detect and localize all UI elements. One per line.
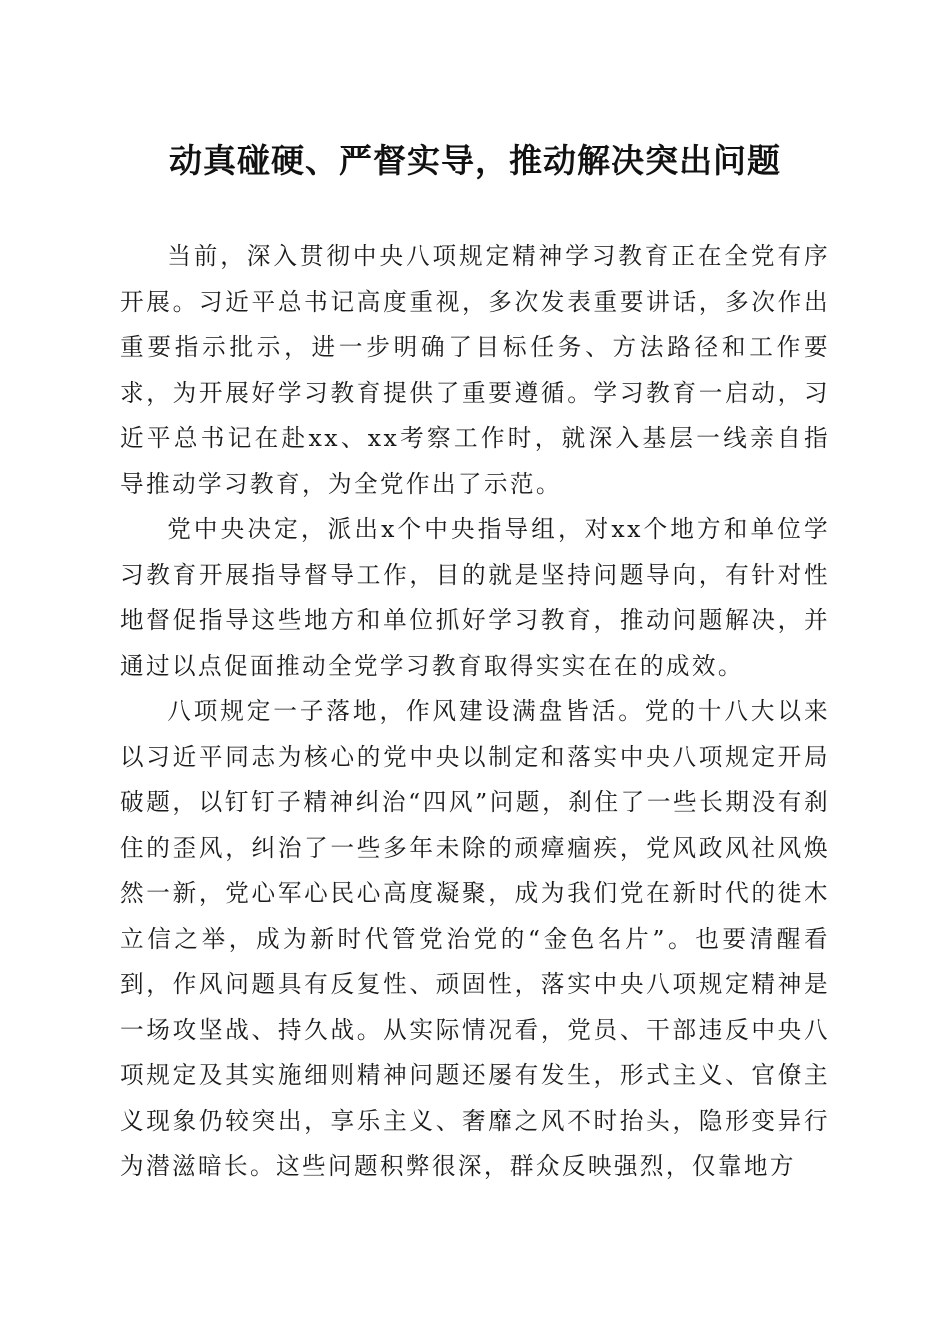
paragraph: 当前，深入贯彻中央八项规定精神学习教育正在全党有序开展。习近平总书记高度重视，多次发表重要讲话，多次作出重要指示批示，进一步明确了目标任务、方法路径和工作要求，为开展好学习教育提供了重要遵循。学习教育一启动，习近平总书记在赴xx、xx考察工作时，就深入基层一线亲自指导推动学习教育，为全党作出了示范。 [120, 242, 830, 498]
paragraph: 八项规定一子落地，作风建设满盘皆活。党的十八大以来以习近平同志为核心的党中央以制定和落实中央八项规定开局破题，以钉钉子精神纠治“四风”问题，刹住了一些长期没有刹住的歪风，纠治了一些多年未除的顽瘴痼疾，党风政风社风焕然一新，党心军心民心高度凝聚，成为我们党在新时代的徙木立信之举，成为新时代管党治党的“金色名片”。也要清醒看到，作风问题具有反复性、顽固性，落实中央八项规定精神是一场攻坚战、持久战。从实际情况看，党员、干部违反中央八项规定及其实施细则精神问题还屡有发生，形式主义、官僚主义现象仍较突出，享乐主义、奢靡之风不时抬头，隐形变异行为潜滋暗长。这些问题积弊很深，群众反映强烈，仅靠地方 [120, 697, 830, 1180]
document-body [120, 234, 830, 1190]
document-title: 动真碰硬、严督实导，推动解决突出问题 [169, 141, 781, 180]
paragraph: 党中央决定，派出x个中央指导组，对xx个地方和单位学习教育开展指导督导工作，目的就是坚持问题导向，有针对性地督促指导这些地方和单位抓好学习教育，推动问题解决，并通过以点促面推动全党学习教育取得实实在在的成效。 [120, 515, 830, 680]
